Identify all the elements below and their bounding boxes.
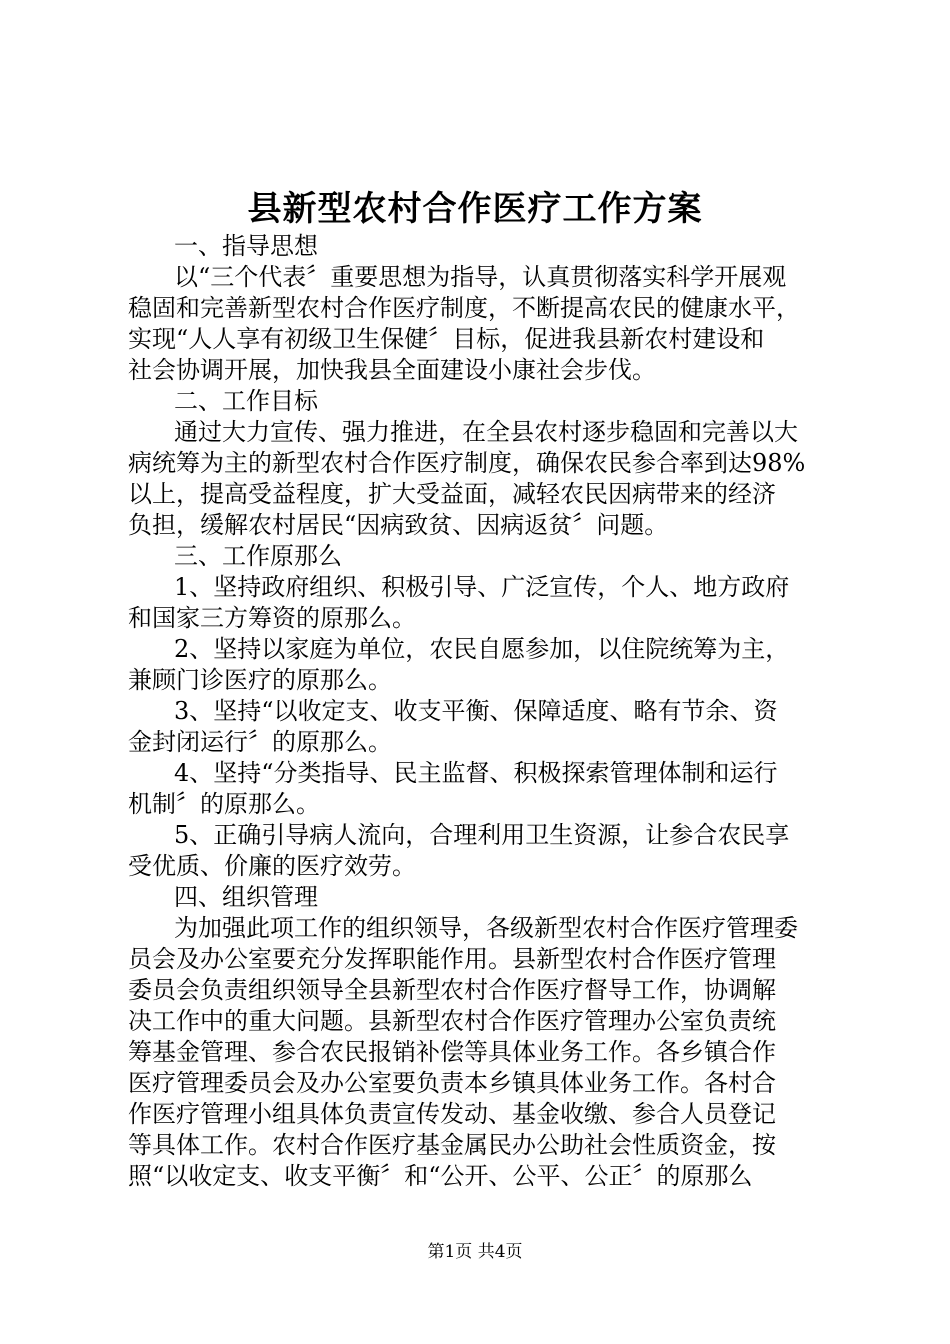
text-line: 作医疗管理小组具体负责宣传发动、基金收缴、参合人员登记 (128, 1100, 776, 1128)
document-title: 县新型农村合作医疗工作方案 (247, 189, 703, 229)
text-line: 通过大力宣传、强力推进，在全县农村逐步稳固和完善以大 (174, 418, 798, 446)
document-body (128, 231, 832, 1192)
text-line: 4、坚持“分类指导、民主监督、积极探索管理体制和运行 (174, 759, 778, 787)
text-line: 机制〞的原那么。 (128, 790, 320, 818)
text-line: 为加强此项工作的组织领导，各级新型农村合作医疗管理委 (174, 914, 798, 942)
text-line: 金封闭运行〞的原那么。 (128, 728, 392, 756)
text-line: 3、坚持“以收定支、收支平衡、保障适度、略有节余、资 (174, 697, 778, 725)
text-line: 员会及办公室要充分发挥职能作用。县新型农村合作医疗管理 (128, 945, 776, 973)
text-line: 三、工作原那么 (174, 542, 342, 570)
text-line: 稳固和完善新型农村合作医疗制度，不断提高农民的健康水平， (128, 294, 800, 322)
text-line: 负担，缓解农村居民“因病致贫、因病返贫〞问题。 (128, 511, 669, 539)
text-line: 以上，提高受益程度，扩大受益面，减轻农民因病带来的经济 (128, 480, 776, 508)
text-line: 二、工作目标 (174, 387, 318, 415)
text-line: 委员会负责组织领导全县新型农村合作医疗督导工作，协调解 (128, 976, 776, 1004)
text-line: 决工作中的重大问题。县新型农村合作医疗管理办公室负责统 (128, 1007, 776, 1035)
page-footer: 第1页 共4页 (427, 1242, 523, 1262)
text-line: 受优质、价廉的医疗效劳。 (128, 852, 416, 880)
text-line: 社会协调开展，加快我县全面建设小康社会步伐。 (128, 356, 656, 384)
text-line: 医疗管理委员会及办公室要负责本乡镇具体业务工作。各村合 (128, 1069, 776, 1097)
text-line: 5、正确引导病人流向，合理利用卫生资源，让参合农民享 (174, 821, 790, 849)
text-line: 四、组织管理 (174, 883, 318, 911)
text-line: 1、坚持政府组织、积极引导、广泛宣传，个人、地方政府 (174, 573, 790, 601)
text-line: 和国家三方筹资的原那么。 (128, 604, 416, 632)
text-line: 病统筹为主的新型农村合作医疗制度，确保农民参合率到达98% (128, 449, 806, 477)
text-line: 兼顾门诊医疗的原那么。 (128, 666, 392, 694)
text-line: 照“以收定支、收支平衡〞和“公开、公平、公正〞的原那么 (128, 1162, 753, 1190)
text-line: 以“三个代表〞重要思想为指导，认真贯彻落实科学开展观 (174, 263, 787, 291)
text-line: 实现“人人享有初级卫生保健〞目标，促进我县新农村建设和 (128, 325, 765, 353)
text-line: 等具体工作。农村合作医疗基金属民办公助社会性质资金，按 (128, 1131, 776, 1159)
text-line: 2、坚持以家庭为单位，农民自愿参加，以住院统筹为主， (174, 635, 790, 663)
text-line: 一、指导思想 (174, 232, 318, 260)
text-line: 筹基金管理、参合农民报销补偿等具体业务工作。各乡镇合作 (128, 1038, 776, 1066)
